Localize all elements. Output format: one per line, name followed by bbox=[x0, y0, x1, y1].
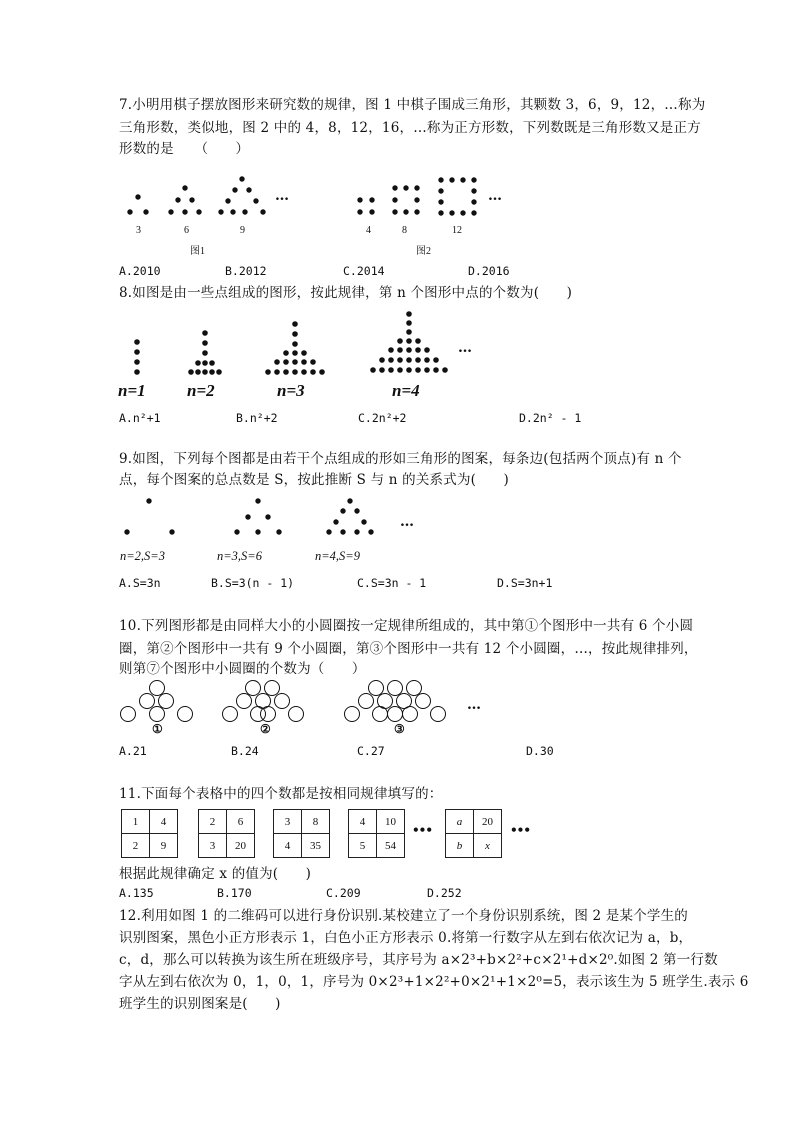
table-cell: 2 bbox=[122, 834, 150, 858]
q9-option-b: B.S=3(n - 1) bbox=[211, 576, 295, 590]
q8-option-d: D.2n² - 1 bbox=[519, 411, 582, 425]
q7-fig2-ellipsis: … bbox=[488, 188, 502, 204]
q7-option-a: A.2010 bbox=[119, 264, 161, 278]
q9-text-line2: 点，每个图案的总点数是 S，按此推断 S 与 n 的关系式为( ) bbox=[119, 472, 509, 488]
table-cell: 3 bbox=[199, 834, 227, 858]
q8-option-a: A.n²+1 bbox=[119, 411, 161, 425]
q11-table-1 bbox=[121, 809, 178, 858]
q10-option-c: C.27 bbox=[357, 744, 385, 758]
q7-text-line2: 三角形数，类似地，图 2 中的 4，8，12，16，…称为正方形数，下列数既是三角形数又是正方 bbox=[119, 120, 701, 136]
table-cell: 54 bbox=[377, 834, 405, 858]
q9-option-d: D.S=3n+1 bbox=[497, 576, 553, 590]
q12-text-line3: c，d，那么可以转换为该生所在班级序号，其序号为 a×2³+b×2²+c×2¹+d×2⁰.如图 2 第一行数 bbox=[119, 952, 718, 968]
q10-option-b: B.24 bbox=[231, 744, 259, 758]
table-cell: 3 bbox=[274, 810, 302, 834]
q8-option-b: B.n²+2 bbox=[236, 411, 278, 425]
q10-text-line3: 则第⑦个图形中小圆圈的个数为（ ） bbox=[119, 661, 366, 677]
q10-label-2: ② bbox=[260, 722, 271, 736]
q7-fig2-caption: 图2 bbox=[416, 246, 431, 257]
q7-fig2-label-12: 12 bbox=[452, 225, 462, 236]
table-cell: 4 bbox=[274, 834, 302, 858]
q10-text-line1: 10.下列图形都是由同样大小的小圆圈按一定规律所组成的，其中第①个图形中一共有 6 个小圆 bbox=[119, 618, 694, 634]
q7-figure2-square-dots bbox=[350, 176, 490, 220]
q11-table-5 bbox=[445, 809, 502, 858]
q7-fig1-ellipsis: … bbox=[275, 188, 289, 204]
table-cell: 1 bbox=[122, 810, 150, 834]
table-cell: b bbox=[446, 834, 474, 858]
q7-text-line3: 形数的是 （ ） bbox=[119, 141, 250, 157]
q10-circle-figures bbox=[118, 678, 468, 724]
table-cell: 5 bbox=[349, 834, 377, 858]
q12-text-line1: 12.利用如图 1 的二维码可以进行身份识别.某校建立了一个身份识别系统，图 2 是某个学生的 bbox=[119, 908, 689, 924]
q9-text-line1: 9.如图，下列每个图都是由若干个点组成的形如三角形的图案，每条边(包括两个顶点)有 n 个 bbox=[119, 451, 682, 467]
q11-table-2 bbox=[198, 809, 255, 858]
table-cell: 6 bbox=[227, 810, 255, 834]
q7-fig1-label-3: 3 bbox=[136, 225, 141, 236]
q10-option-a: A.21 bbox=[119, 744, 147, 758]
q10-label-1: ① bbox=[152, 722, 163, 736]
table-cell: 20 bbox=[227, 834, 255, 858]
table-cell: 10 bbox=[377, 810, 405, 834]
q12-text-line4: 字从左到右依次为 0，1，0，1，序号为 0×2³+1×2²+0×2¹+1×2⁰=5，表示该生为 5 班学生.表示 6 bbox=[119, 974, 749, 990]
q10-text-line2: 圈，第②个图形中一共有 9 个小圆圈，第③个图形中一共有 12 个小圆圈，…，按此规律排列， bbox=[119, 641, 698, 657]
q7-fig1-label-6: 6 bbox=[184, 225, 189, 236]
q9-triangle-dot-figures bbox=[120, 495, 410, 540]
q12-text-line2: 识别图案，黑色小正方形表示 1，白色小正方形表示 0.将第一行数字从左到右依次记为 a，b， bbox=[119, 930, 693, 946]
q7-option-c: C.2014 bbox=[343, 264, 385, 278]
q9-option-c: C.S=3n - 1 bbox=[357, 576, 427, 590]
q8-label-n4: n=4 bbox=[392, 381, 420, 400]
q12-text-line5: 班学生的识别图案是( ) bbox=[119, 996, 281, 1012]
q7-option-b: B.2012 bbox=[225, 264, 267, 278]
q8-label-n2: n=2 bbox=[187, 381, 215, 400]
q9-label-2: n=3,S=6 bbox=[217, 549, 262, 563]
q9-label-3: n=4,S=9 bbox=[315, 549, 360, 563]
q9-ellipsis: … bbox=[400, 514, 414, 530]
q8-option-c: C.2n²+2 bbox=[358, 411, 407, 425]
q8-text-line1: 8.如图是由一些点组成的图形，按此规律，第 n 个图形中点的个数为( ) bbox=[119, 285, 573, 301]
table-cell: 20 bbox=[474, 810, 502, 834]
q7-figure1-triangle-dots bbox=[120, 172, 300, 222]
q8-label-n1: n=1 bbox=[118, 381, 146, 400]
q11-table-4 bbox=[348, 809, 405, 858]
table-cell: x bbox=[474, 834, 502, 858]
q11-ellipsis-2: ••• bbox=[510, 823, 531, 837]
q9-option-a: A.S=3n bbox=[119, 576, 161, 590]
q11-option-d: D.252 bbox=[427, 886, 462, 900]
q10-ellipsis: … bbox=[467, 697, 481, 713]
table-cell: 8 bbox=[302, 810, 330, 834]
q11-text-line1: 11.下面每个表格中的四个数都是按相同规律填写的： bbox=[119, 786, 443, 802]
q11-option-c: C.209 bbox=[326, 886, 361, 900]
q7-fig2-label-8: 8 bbox=[402, 225, 407, 236]
q11-option-b: B.170 bbox=[217, 886, 252, 900]
q11-option-a: A.135 bbox=[119, 886, 154, 900]
q7-fig1-caption: 图1 bbox=[190, 246, 205, 257]
table-cell: a bbox=[446, 810, 474, 834]
q11-text-line2: 根据此规律确定 x 的值为( ) bbox=[119, 866, 312, 882]
q10-label-3: ③ bbox=[394, 722, 405, 736]
q11-ellipsis-1: ••• bbox=[412, 823, 433, 837]
q11-table-3 bbox=[273, 809, 330, 858]
q7-text-line1: 7.小明用棋子摆放图形来研究数的规律，图 1 中棋子围成三角形，其颗数 3，6，9，12，…称为 bbox=[119, 97, 706, 113]
table-cell: 4 bbox=[349, 810, 377, 834]
q10-option-d: D.30 bbox=[526, 744, 554, 758]
q7-fig2-label-4: 4 bbox=[366, 225, 371, 236]
q8-ellipsis: … bbox=[458, 340, 472, 356]
q7-option-d: D.2016 bbox=[468, 264, 510, 278]
table-cell: 4 bbox=[150, 810, 178, 834]
table-cell: 2 bbox=[199, 810, 227, 834]
q9-label-1: n=2,S=3 bbox=[120, 549, 165, 563]
q8-label-n3: n=3 bbox=[277, 381, 305, 400]
table-cell: 9 bbox=[150, 834, 178, 858]
q8-dot-figures bbox=[120, 310, 460, 380]
table-cell: 35 bbox=[302, 834, 330, 858]
q7-fig1-label-9: 9 bbox=[240, 225, 245, 236]
